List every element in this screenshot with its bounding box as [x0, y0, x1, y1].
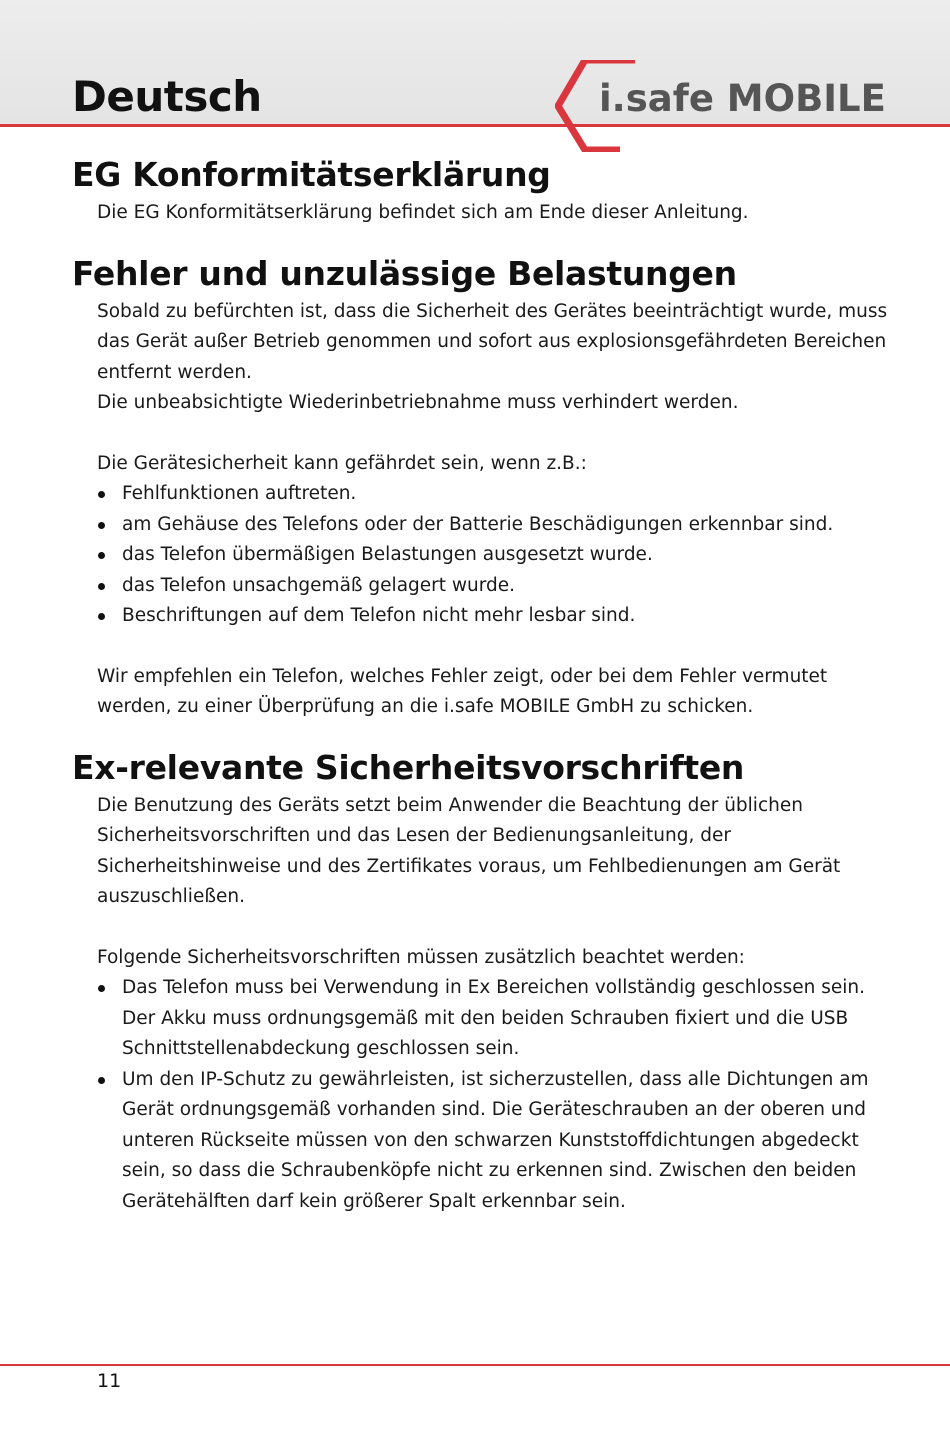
paragraph: Sobald zu befürchten ist, dass die Sicherheit des Gerätes beeinträchtigt wurde, muss das Gerät außer Betrieb genommen und sofort aus explosionsgefährdeten Bereichen entfernt werden. — [97, 300, 888, 383]
list-item: am Gehäuse des Telefons oder der Batterie Beschädigungen erkennbar sind. — [97, 510, 892, 541]
bullet-list — [97, 973, 892, 1217]
list-item: Beschriftungen auf dem Telefon nicht mehr lesbar sind. — [97, 601, 892, 632]
list-item: Um den IP-Schutz zu gewährleisten, ist sicherzustellen, dass alle Dichtungen am Gerät ordnungsgemäß vorhanden sind. Die Geräteschrauben an der oberen und unteren Rückseite müssen von den schwarzen Kunststoffdichtungen abgedeckt sein, so dass die Schraubenköpfe nicht zu erkennen sind. Zwischen den beiden Gerätehälften darf kein größerer Spalt erkennbar sein. — [97, 1065, 892, 1218]
section-body-ec-declaration — [97, 198, 892, 229]
list-item: Fehlfunktionen auftreten. — [97, 479, 892, 510]
page-language-title: Deutsch — [72, 72, 262, 121]
section-body-faults — [97, 297, 892, 723]
section-title-ex-safety: Ex-relevante Sicherheitsvorschriften — [72, 747, 745, 787]
isafe-mobile-logo — [555, 60, 900, 152]
page-content — [72, 152, 892, 1217]
list-item: das Telefon unsachgemäß gelagert wurde. — [97, 571, 892, 602]
paragraph: Die EG Konformitätserklärung befindet sich am Ende dieser Anleitung. — [97, 202, 749, 223]
bullet-list — [97, 479, 892, 632]
logo-text: i.safe MOBILE — [599, 77, 886, 120]
list-item: das Telefon übermäßigen Belastungen ausgesetzt wurde. — [97, 540, 892, 571]
paragraph: Die Benutzung des Geräts setzt beim Anwender die Beachtung der üblichen Sicherheitsvorschriften und das Lesen der Bedienungsanleitung, der Sicherheitshinweise und des Zertifikates voraus, um Fehlbedienungen am Gerät auszuschließen. — [97, 794, 841, 907]
list-item: Das Telefon muss bei Verwendung in Ex Bereichen vollständig geschlossen sein. Der Akku muss ordnungsgemäß mit den beiden Schrauben fixiert und die USB Schnittstellenabdeckung geschlossen sein. — [97, 973, 892, 1065]
paragraph: Die Gerätesicherheit kann gefährdet sein, wenn z.B.: — [97, 452, 587, 474]
section-title-faults: Fehler und unzulässige Belastungen — [72, 253, 737, 293]
page-number: 11 — [97, 1370, 122, 1392]
section-body-ex-safety — [97, 791, 892, 1218]
paragraph: Folgende Sicherheitsvorschriften müssen zusätzlich beachtet werden: — [97, 946, 745, 968]
paragraph: Die unbeabsichtigte Wiederinbetriebnahme muss verhindert werden. — [97, 392, 739, 413]
footer-divider — [0, 1364, 950, 1366]
section-title-ec-declaration: EG Konformitätserklärung — [72, 155, 551, 194]
paragraph: Wir empfehlen ein Telefon, welches Fehler zeigt, oder bei dem Fehler vermutet werden, zu einer Überprüfung an die i.safe MOBILE GmbH zu schicken. — [97, 665, 828, 717]
